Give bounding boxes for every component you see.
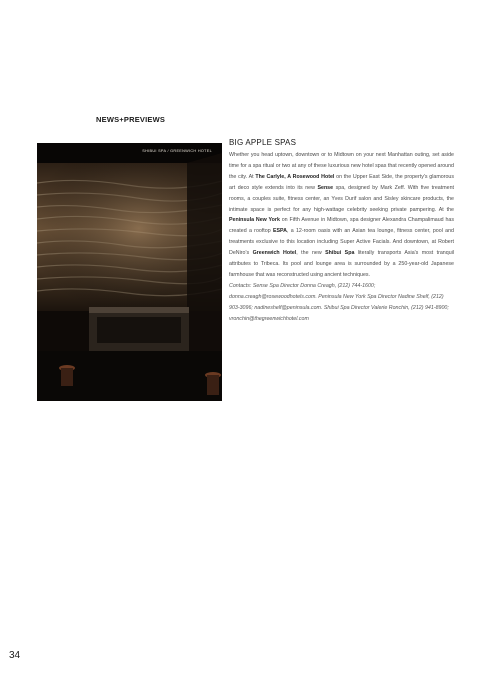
- hotel-name-carlyle: The Carlyle, A Rosewood Hotel: [255, 173, 335, 180]
- body-text: , the new: [296, 250, 326, 257]
- photo-caption: SHIBUI SPA / GREENWICH HOTEL: [142, 149, 212, 153]
- spa-photo-illustration: [37, 143, 222, 401]
- body-text: on Fifth Avenue in Midtown, spa designer Alexandra Champalimaud has created a rooftop: [229, 217, 454, 235]
- body-text: spa, designed by Mark Zeff. With five treatment rooms, a couples suite, fitness center, an Yves Durif salon and Sisley skincare products, the intimate space is perfect for any high-wattage celebrity seeking private pampering. At the: [229, 184, 454, 213]
- hotel-name-greenwich: Greenwich Hotel: [252, 250, 297, 257]
- page-number: 34: [9, 650, 21, 661]
- body-text: , a 12-room oasis with an Asian tea lounge, fitness center, pool and treatments exclusive to this location including Super Active Facials. And downtown, at Robert DeNiro's: [229, 228, 454, 257]
- article-contacts: Contacts: Sense Spa Director Donna Creagh, (212) 744-1600; donna.creagh@rosewoodhotels.com. Peninsula New York Spa Director Nadine Shelf, (212) 903-3096; nadineshelf@peninsula.com. Shibui Spa Director Valerie Ronchin, (212) 941-8900; vronchin@thegreenwichhotel.com: [229, 282, 449, 322]
- article-body: [229, 150, 454, 281]
- body-text: on the Upper East Side, the property's glamorous art deco style extends into its new: [229, 173, 454, 191]
- spa-photo: [37, 143, 222, 401]
- article: [229, 138, 454, 325]
- spa-name-sense: Sense: [317, 184, 334, 191]
- body-text: Whether you head uptown, downtown or to Midtown on your next Manhattan outing, set aside time for a spa ritual or two at any of these luxurious new hotel spas that recently opened around the city. At: [229, 152, 454, 180]
- article-headline: BIG APPLE SPAS: [229, 138, 297, 147]
- section-label: NEWS+PREVIEWS: [96, 115, 166, 124]
- hotel-name-peninsula: Peninsula New York: [229, 217, 280, 224]
- body-text: literally transports Asia's most tranquil attributes to Tribeca. Its pool and lounge area is surrounded by a 250-year-old Japanese farmhouse that was reconstructed using ancient techniques.: [229, 250, 454, 278]
- spa-name-shibui: Shibui Spa: [325, 250, 355, 257]
- spa-name-espa: ESPA: [272, 228, 287, 235]
